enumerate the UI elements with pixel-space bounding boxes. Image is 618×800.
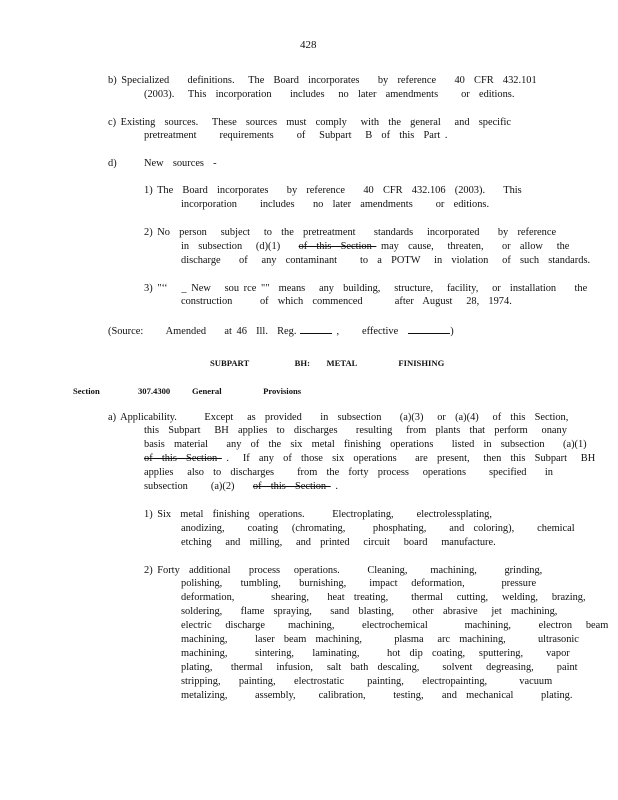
page-number: 428 [300,39,317,51]
para-a-line-4 [144,453,595,465]
para-b-line-2: (2003). This incorporation includes no later amendments or editions. [144,89,515,100]
para-d-marker: d) [108,158,117,169]
para-c-line-2-end: . [440,130,448,141]
blank-line [300,324,332,334]
para-a-line-6-end: . [330,481,338,492]
para-a-line-3: basis material any of the six metal finishing operations listed in subsection (a)(1) [144,439,587,450]
para-d2-line-1: 2) No person subject to the pretreatment standards incorporated by reference [144,227,557,238]
section-title: General Provisions [192,386,302,396]
para-a2-line-2: polishing, tumbling, burnishing, impact deformation, pressure [181,578,537,589]
para-d3-line-1: 3) "‘‘ _ New sou rce "" means any building, structure, facility, or installation the [144,283,588,294]
para-c-line-1: c) Existing sources. These sources must comply with the general and specific [108,117,512,128]
struck-text: of this Section [252,481,331,492]
para-a1-line-3: etching and milling, and printed circuit board manufacture. [181,537,496,548]
blank-line [408,324,450,334]
para-a1-line-1: 1) Six metal finishing operations. Electroplating, electrolessplating, [144,509,492,520]
para-a-line-4-text: . If any of those six operations are present, then this Subpart BH [221,453,596,464]
para-a2-line-1: 2) Forty additional process operations. Cleaning, machining, grinding, [144,565,543,576]
para-c-line-2-text: pretreatment requirements of Subpart B of this Part [144,130,441,141]
para-d2-line-3: discharge of any contaminant to a POTW in violation of such standards. [181,255,591,266]
para-d1-line-2: incorporation includes no later amendments or editions. [181,199,490,210]
struck-text: of this Section [144,453,222,464]
struck-text: of this Section [298,241,377,252]
para-d2-line-2 [181,241,569,253]
para-d3-line-2: construction of which commenced after August 28, 1974. [181,296,512,307]
section-number: 307.4300 [138,386,171,396]
para-a-line-6-text: subsection (a)(2) [144,481,253,492]
section-label: Section [73,386,100,396]
para-a2-line-7: machining, sintering, laminating, hot dip coating, sputtering, vapor [181,648,570,659]
para-a1-line-2: anodizing, coating (chromating, phosphating, and coloring), chemical [181,523,575,534]
para-a2-line-8: plating, thermal infusion, salt bath descaling, solvent degreasing, paint [181,662,578,673]
subpart-heading: SUBPART BH: METAL FINISHING [210,358,445,368]
source-note-effective: , effective [336,326,399,337]
para-a2-line-9: stripping, painting, electrostatic painting, electropainting, vacuum [181,676,553,687]
para-a2-line-6: machining, laser beam machining, plasma arc machining, ultrasonic [181,634,579,645]
para-d-heading: New sources - [144,158,217,169]
para-d2-line-2-text: in subsection (d)(1) [181,241,299,252]
para-a2-line-5: electric discharge machining, electrochemical machining, electron beam [181,620,609,631]
para-a-line-2: this Subpart BH applies to discharges resulting from plants that perform onany [144,425,567,436]
para-d2-line-2-rest: may cause, threaten, or allow the [376,241,570,252]
para-b-line-1: b) Specialized definitions. The Board incorporates by reference 40 CFR 432.101 [108,75,537,86]
para-a-line-1: a) Applicability. Except as provided in subsection (a)(3) or (a)(4) of this Section, [108,412,569,423]
para-a2-line-4: soldering, flame spraying, sand blasting, other abrasive jet machining, [181,606,558,617]
source-note-text: (Source: Amended at 46 Ill. Reg. [108,326,297,337]
para-a-line-5: applies also to discharges from the forty process operations specified in [144,467,553,478]
para-a2-line-10: metalizing, assembly, calibration, testing, and mechanical plating. [181,690,573,701]
para-c-line-2 [144,130,447,142]
source-note [108,324,454,338]
para-a2-line-3: deformation, shearing, heat treating, thermal cutting, welding, brazing, [181,592,586,603]
para-d1-line-1: 1) The Board incorporates by reference 40 CFR 432.106 (2003). This [144,185,522,196]
source-note-end: ) [450,326,454,337]
para-a-line-6 [144,481,338,493]
